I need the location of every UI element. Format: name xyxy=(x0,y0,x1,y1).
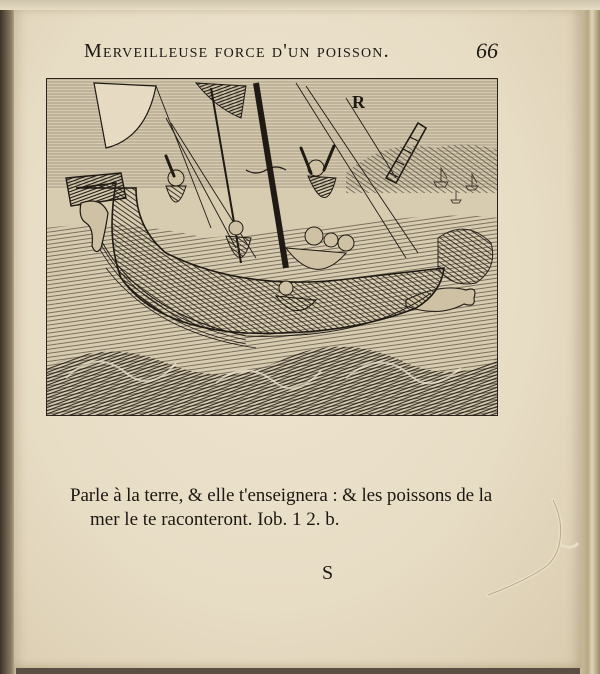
page-string-tie xyxy=(478,495,588,605)
caption-line-1: Parle à la terre, & elle t'enseignera : & les poissons de la xyxy=(70,485,493,506)
running-header-title: Merveilleuse force d'un poisson. xyxy=(84,40,390,62)
engraving-plate-letter: R xyxy=(352,92,365,112)
page-top-edge xyxy=(0,0,600,10)
signature-mark: S xyxy=(322,562,334,584)
page-number: 66 xyxy=(476,38,498,63)
engraving-ship-in-storm xyxy=(46,78,498,416)
caption-line-2: mer le te raconteront. Iob. 1 2. b. xyxy=(90,509,340,530)
caption-verse xyxy=(70,484,500,532)
